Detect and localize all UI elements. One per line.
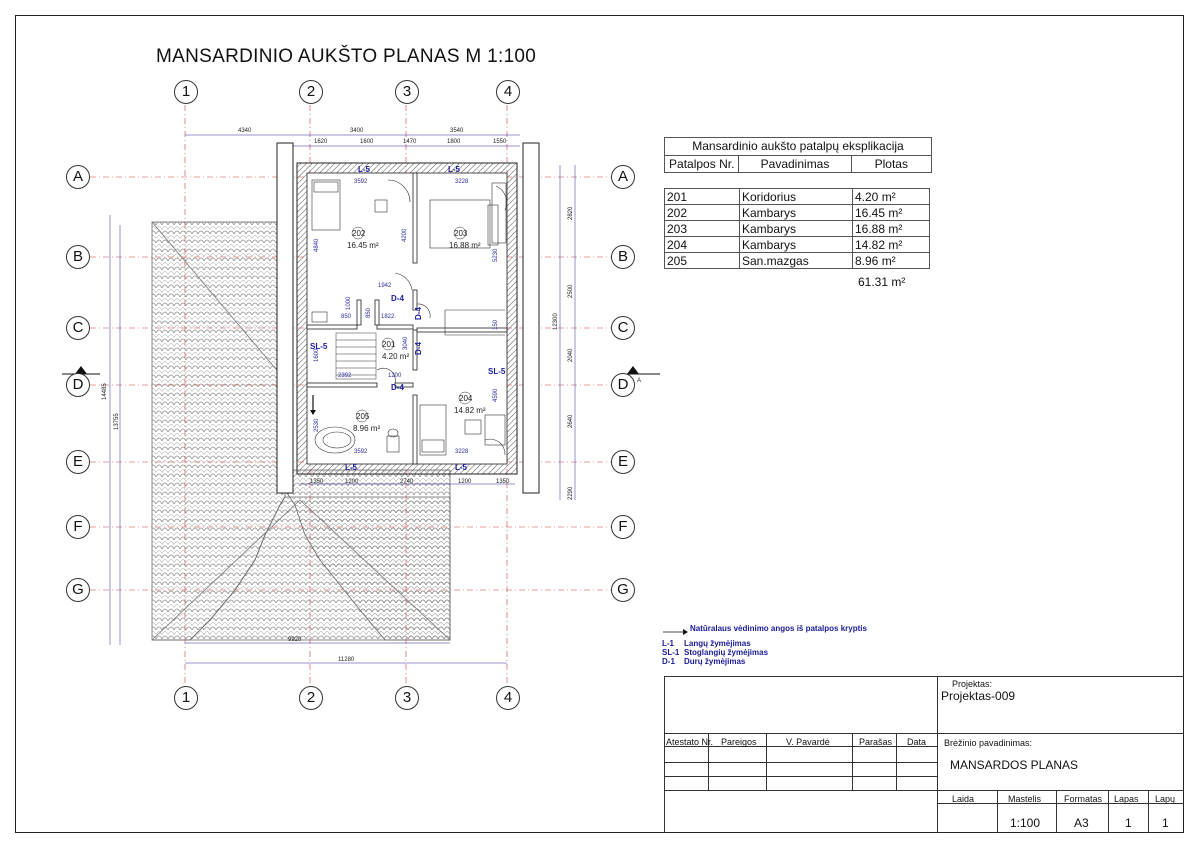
meta-header-lapas: Lapas xyxy=(1114,794,1139,804)
tag-door-2: D-4 xyxy=(391,383,404,392)
room-205 xyxy=(353,410,380,433)
dim-room-3: 4840 xyxy=(314,238,320,252)
room-area: 16.88 m² xyxy=(449,241,481,250)
explication-rows xyxy=(664,188,930,269)
axis-bubble-4-bottom: 4 xyxy=(496,686,520,710)
tag-window-1: L-5 xyxy=(358,165,370,174)
dim-inner-2: 1600 xyxy=(360,139,374,145)
dim-right-5: 2290 xyxy=(568,486,574,500)
explication-caption: Mansardinio aukšto patalpų eksplikacija xyxy=(664,137,932,156)
dim-room-4: 4200 xyxy=(402,228,408,242)
meta-value-mastelis: 1:100 xyxy=(1010,816,1041,830)
room-area: 16.45 m² xyxy=(347,241,379,250)
dim-right-2: 2500 xyxy=(568,284,574,298)
row-area: 16.45 m² xyxy=(853,205,930,221)
dim-room-10: 1000 xyxy=(346,296,352,310)
axis-bubble-4-top: 4 xyxy=(496,80,520,104)
room-204 xyxy=(454,392,486,415)
meta-value-lapu: 1 xyxy=(1162,816,1169,830)
legend-item xyxy=(662,657,867,666)
section-label-right: A xyxy=(637,378,642,384)
legend-code: D-1 xyxy=(662,657,675,666)
axis-bubble-A-left: A xyxy=(66,165,90,189)
legend-text: Langų žymėjimas xyxy=(684,639,751,648)
axis-bubble-2-top: 2 xyxy=(299,80,323,104)
axis-bubble-E-right: E xyxy=(611,450,635,474)
row-name: Kambarys xyxy=(740,237,853,253)
header-area: Plotas xyxy=(874,157,908,171)
tag-door-1: D-4 xyxy=(391,294,404,303)
title-block xyxy=(664,676,1184,833)
axis-bubble-E-left: E xyxy=(66,450,90,474)
dim-right-3: 2040 xyxy=(568,348,574,362)
axis-bubble-B-right: B xyxy=(611,245,635,269)
legend-text: Stoglangių žymėjimas xyxy=(684,648,769,657)
sig-header-pavarde: V. Pavardė xyxy=(786,737,830,747)
dim-room-18: 4590 xyxy=(493,388,499,402)
dim-left-1: 14485 xyxy=(102,383,108,400)
row-name: Kambarys xyxy=(740,205,853,221)
dim-room-2: 3228 xyxy=(455,179,469,185)
dim-room-12: 1200 xyxy=(388,373,402,379)
tag-door-4: D-4 xyxy=(414,342,423,355)
legend-code: SL-1 xyxy=(662,648,680,657)
dim-right-1: 2820 xyxy=(568,206,574,220)
room-area: 8.96 m² xyxy=(353,424,381,433)
tag-window-2: L-5 xyxy=(448,165,460,174)
tag-window-4: L-5 xyxy=(455,463,467,472)
room-number: 202 xyxy=(352,229,366,238)
dim-bottom-1: 9920 xyxy=(288,637,302,643)
header-name: Pavadinimas xyxy=(739,156,851,172)
row-area: 8.96 m² xyxy=(853,253,930,269)
axis-bubble-B-left: B xyxy=(66,245,90,269)
dim-bottom-wall-2: 1200 xyxy=(345,479,359,485)
dim-inner-3: 1470 xyxy=(403,139,417,145)
row-nr: 203 xyxy=(665,221,740,237)
dim-room-7: 1822 xyxy=(381,314,395,320)
dim-room-14: 1600 xyxy=(314,348,320,362)
dim-room-11: 2392 xyxy=(338,373,352,379)
table-row xyxy=(665,237,930,253)
table-row xyxy=(665,253,930,269)
axis-bubble-3-bottom: 3 xyxy=(395,686,419,710)
axis-bubble-A-right: A xyxy=(611,165,635,189)
dim-room-8: 850 xyxy=(341,314,352,320)
row-area: 4.20 m² xyxy=(853,189,930,205)
axis-bubble-G-left: G xyxy=(66,578,90,602)
legend-text: Durų žymėjimas xyxy=(684,657,746,666)
sig-header-data: Data xyxy=(907,737,927,747)
dim-right-4: 2640 xyxy=(568,414,574,428)
sig-header-parasas: Parašas xyxy=(859,737,893,747)
tag-door-3: D-4 xyxy=(414,307,423,320)
dim-room-17: 3228 xyxy=(455,449,469,455)
axis-bubble-F-right: F xyxy=(611,515,635,539)
row-name: Kambarys xyxy=(740,221,853,237)
axis-bubble-1-bottom: 1 xyxy=(174,686,198,710)
drawing-title: MANSARDINIO AUKŠTO PLANAS M 1:100 xyxy=(156,46,537,67)
tag-window-3: L-5 xyxy=(345,463,357,472)
row-name: San.mazgas xyxy=(740,253,853,269)
sig-header-atestato: Atestato Nr. xyxy=(666,737,714,747)
dim-top-2: 3400 xyxy=(350,128,364,134)
dim-bottom-2: 11280 xyxy=(338,657,355,663)
explication-header xyxy=(664,156,932,173)
room-number: 205 xyxy=(356,412,370,421)
dim-room-19: 150 xyxy=(493,319,499,330)
row-nr: 202 xyxy=(665,205,740,221)
drawing-name: MANSARDOS PLANAS xyxy=(950,758,1079,772)
meta-value-formatas: A3 xyxy=(1074,816,1089,830)
dim-room-1: 3592 xyxy=(354,179,368,185)
room-202 xyxy=(347,227,379,250)
room-203 xyxy=(449,227,481,250)
dim-inner-1: 1620 xyxy=(314,139,328,145)
axis-bubble-2-bottom: 2 xyxy=(299,686,323,710)
project-label: Projektas: xyxy=(952,679,993,689)
meta-header-mastelis: Mastelis xyxy=(1008,794,1042,804)
row-nr: 201 xyxy=(665,189,740,205)
axis-bubble-F-left: F xyxy=(66,515,90,539)
dim-bottom-wall-3: 2740 xyxy=(400,479,414,485)
header-nr: Patalpos Nr. xyxy=(665,156,739,172)
explication-total: 61.31 m² xyxy=(858,275,906,289)
sig-header-pareigos: Pareigos xyxy=(721,737,757,747)
dim-room-6: 1942 xyxy=(378,283,392,289)
dim-top-3: 3540 xyxy=(450,128,464,134)
room-area: 14.82 m² xyxy=(454,406,486,415)
room-number: 204 xyxy=(459,394,473,403)
dim-left-2: 13755 xyxy=(114,413,120,430)
legend-arrow-text: Natūralaus vėdinimo angos iš patalpos kryptis xyxy=(690,624,867,633)
dim-bottom-wall-4: 1200 xyxy=(458,479,472,485)
axis-bubble-G-right: G xyxy=(611,578,635,602)
legend-item xyxy=(662,639,867,648)
dim-right-6: 12300 xyxy=(553,313,559,330)
tag-skylight-1: SL-5 xyxy=(310,342,328,351)
dim-room-16: 3592 xyxy=(354,449,368,455)
row-name: Koridorius xyxy=(740,189,853,205)
meta-header-lapu: Lapų xyxy=(1155,794,1176,804)
meta-header-laida: Laida xyxy=(952,794,975,804)
axis-bubble-1-top: 1 xyxy=(174,80,198,104)
axis-bubble-C-left: C xyxy=(66,316,90,340)
axis-bubble-3-top: 3 xyxy=(395,80,419,104)
axis-bubble-C-right: C xyxy=(611,316,635,340)
legend xyxy=(662,624,867,666)
row-area: 14.82 m² xyxy=(853,237,930,253)
dim-room-15: 2530 xyxy=(314,418,320,432)
table-row xyxy=(665,189,930,205)
legend-item xyxy=(662,648,867,657)
row-area: 16.88 m² xyxy=(853,221,930,237)
axis-bubble-D-left: D xyxy=(66,373,90,397)
tag-skylight-2: SL-5 xyxy=(488,367,506,376)
dim-room-9: 850 xyxy=(366,307,372,318)
project-value: Projektas-009 xyxy=(941,689,1016,703)
meta-header-formatas: Formatas xyxy=(1064,794,1103,804)
dim-room-5: 5230 xyxy=(493,248,499,262)
dim-bottom-wall-1: 1350 xyxy=(310,479,324,485)
room-explication-table xyxy=(664,137,932,289)
legend-code: L-1 xyxy=(662,639,674,648)
row-nr: 205 xyxy=(665,253,740,269)
table-row xyxy=(665,205,930,221)
dim-inner-4: 1800 xyxy=(447,139,461,145)
dim-room-13: 3040 xyxy=(403,336,409,350)
row-nr: 204 xyxy=(665,237,740,253)
dim-bottom-wall-5: 1350 xyxy=(496,479,510,485)
dim-top-1: 4340 xyxy=(238,128,252,134)
axis-bubble-D-right: D xyxy=(611,373,635,397)
drawing-name-label: Brėžinio pavadinimas: xyxy=(944,738,1033,748)
dim-inner-5: 1550 xyxy=(493,139,507,145)
room-area: 4.20 m² xyxy=(382,352,410,361)
table-row xyxy=(665,221,930,237)
meta-value-lapas: 1 xyxy=(1125,816,1132,830)
room-number: 203 xyxy=(454,229,468,238)
room-number: 201 xyxy=(382,340,396,349)
